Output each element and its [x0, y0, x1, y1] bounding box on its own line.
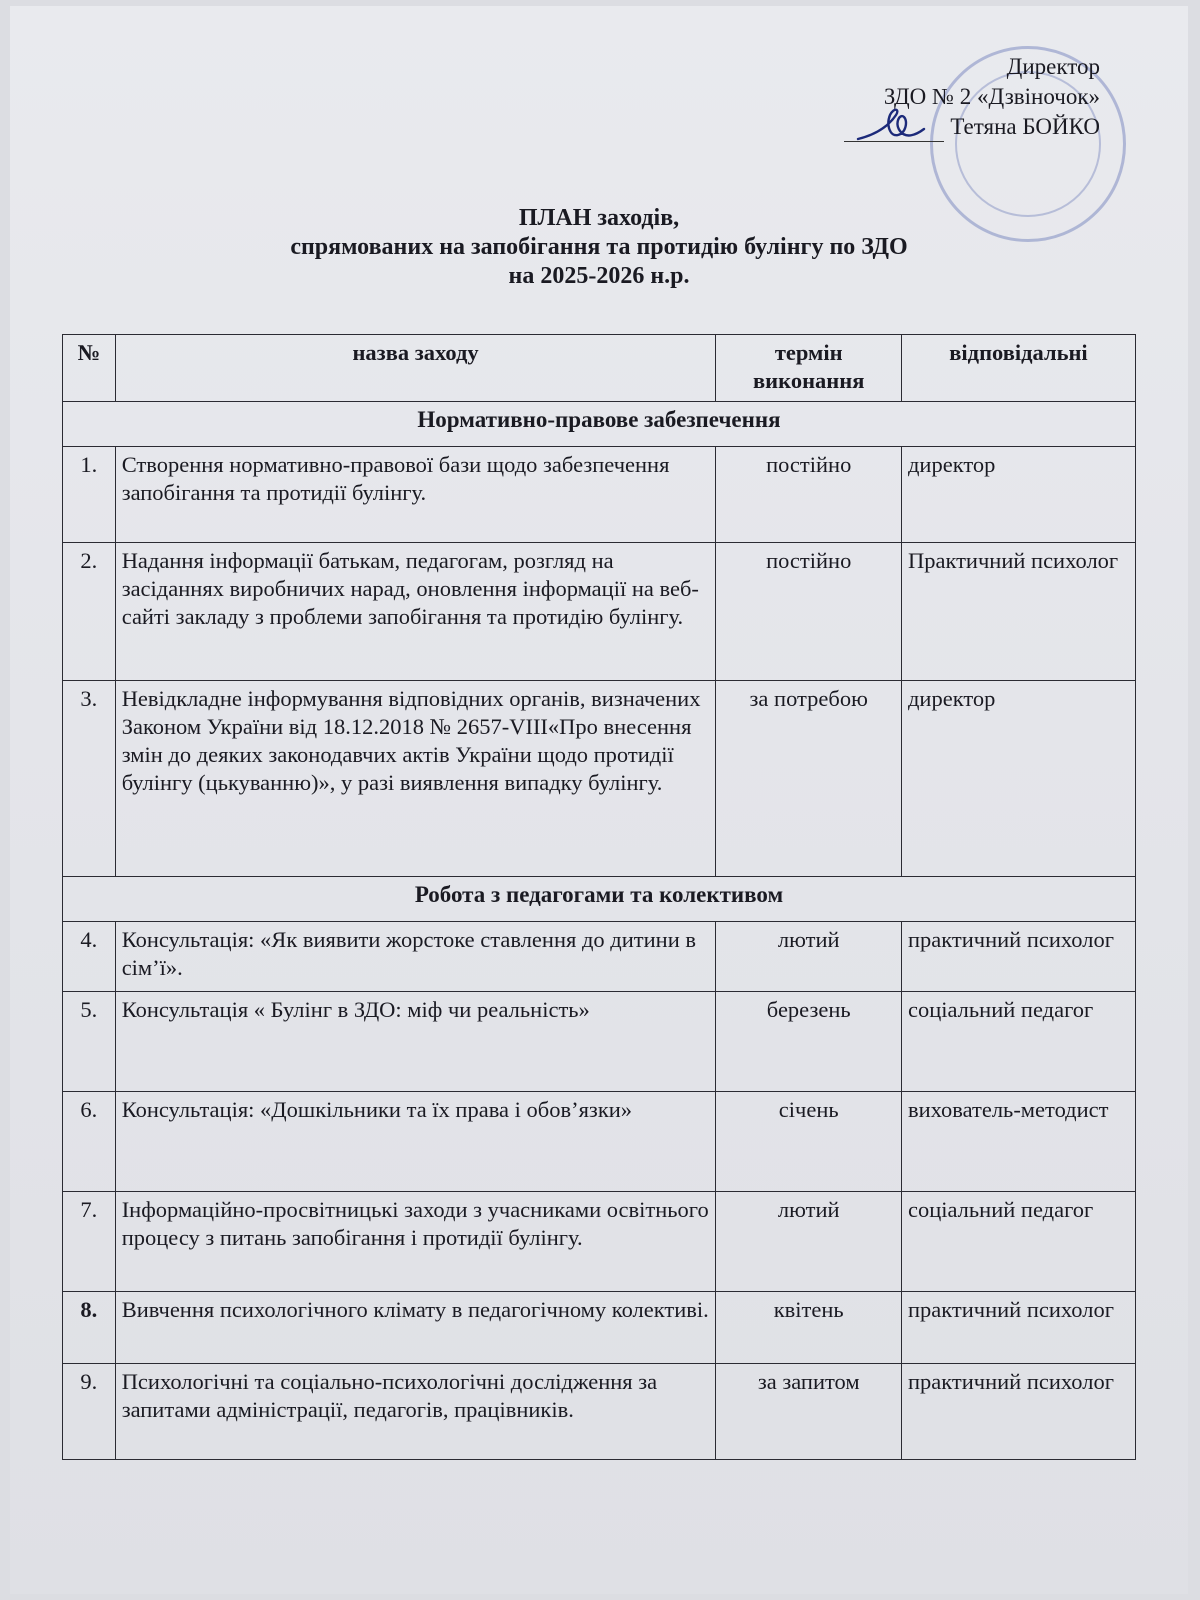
section-title: Нормативно-правове забезпечення: [63, 402, 1136, 447]
row-activity-name: Невідкладне інформування відповідних органів, визначених Законом України від 18.12.2018 № 2657-VIII«Про внесення змін до деяких законодавчих актів України щодо протидії булінгу (цькуванню)», у разі виявлення випадку булінгу.: [115, 681, 716, 877]
section-title: Робота з педагогами та колективом: [63, 877, 1136, 922]
section-row: [63, 402, 1136, 447]
header-responsible: відповідальні: [901, 335, 1135, 402]
row-term: березень: [716, 992, 902, 1092]
row-activity-name: Консультація « Булінг в ЗДО: міф чи реальність»: [115, 992, 716, 1092]
row-activity-name: Консультація: «Дошкільники та їх права і обов’язки»: [115, 1092, 716, 1192]
table-row: [63, 1192, 1136, 1292]
table-header-row: [63, 335, 1136, 402]
approval-block: [844, 52, 1100, 142]
row-responsible: соціальний педагог: [901, 1192, 1135, 1292]
row-number: 7.: [63, 1192, 116, 1292]
row-activity-name: Надання інформації батькам, педагогам, розгляд на засіданнях виробничих нарад, оновлення інформації на веб-сайті закладу з проблеми запобігання та протидію булінгу.: [115, 543, 716, 681]
document-title: [10, 204, 1188, 291]
header-name: назва заходу: [115, 335, 716, 402]
row-responsible: директор: [901, 447, 1135, 543]
table-row: [63, 1292, 1136, 1364]
row-term: постійно: [716, 543, 902, 681]
plan-table: [62, 334, 1136, 1460]
row-activity-name: Вивчення психологічного клімату в педагогічному колективі.: [115, 1292, 716, 1364]
signature-line: [844, 119, 944, 142]
table-row: [63, 1092, 1136, 1192]
row-responsible: вихователь-методист: [901, 1092, 1135, 1192]
row-responsible: практичний психолог: [901, 1364, 1135, 1460]
row-term: постійно: [716, 447, 902, 543]
row-term: січень: [716, 1092, 902, 1192]
row-term: лютий: [716, 922, 902, 992]
table-row: [63, 681, 1136, 877]
row-number: 8.: [63, 1292, 116, 1364]
section-row: [63, 877, 1136, 922]
title-line-1: ПЛАН заходів,: [518, 205, 680, 231]
header-term: термін виконання: [716, 335, 902, 402]
row-number: 6.: [63, 1092, 116, 1192]
row-responsible: практичний психолог: [901, 1292, 1135, 1364]
row-term: лютий: [716, 1192, 902, 1292]
row-responsible: практичний психолог: [901, 922, 1135, 992]
row-number: 1.: [63, 447, 116, 543]
row-activity-name: Консультація: «Як виявити жорстоке ставлення до дитини в сім’ї».: [115, 922, 716, 992]
row-activity-name: Створення нормативно-правової бази щодо забезпечення запобігання та протидії булінгу.: [115, 447, 716, 543]
row-number: 5.: [63, 992, 116, 1092]
document-page: [10, 6, 1188, 1594]
table-row: [63, 1364, 1136, 1460]
title-line-2: спрямованих на запобігання та протидію булінгу по ЗДО: [290, 234, 908, 260]
row-term: за запитом: [716, 1364, 902, 1460]
row-term: за потребою: [716, 681, 902, 877]
row-number: 9.: [63, 1364, 116, 1460]
row-number: 4.: [63, 922, 116, 992]
approval-signatory: Тетяна БОЙКО: [950, 114, 1100, 139]
approval-signature-line: [844, 112, 1100, 142]
table-row: [63, 543, 1136, 681]
row-number: 3.: [63, 681, 116, 877]
row-activity-name: Психологічні та соціально-психологічні дослідження за запитами адміністрації, педагогів, працівників.: [115, 1364, 716, 1460]
row-responsible: соціальний педагог: [901, 992, 1135, 1092]
title-line-3: на 2025-2026 н.р.: [508, 263, 690, 289]
approval-position: Директор: [1006, 54, 1100, 79]
approval-institution: ЗДО № 2 «Дзвіночок»: [883, 84, 1100, 109]
table-row: [63, 922, 1136, 992]
table-row: [63, 992, 1136, 1092]
header-num: №: [63, 335, 116, 402]
row-responsible: Практичний психолог: [901, 543, 1135, 681]
row-term: квітень: [716, 1292, 902, 1364]
table-row: [63, 447, 1136, 543]
handwritten-signature: [854, 105, 934, 149]
row-number: 2.: [63, 543, 116, 681]
plan-table-body: [63, 402, 1136, 1460]
row-responsible: директор: [901, 681, 1135, 877]
row-activity-name: Інформаційно-просвітницькі заходи з учасниками освітнього процесу з питань запобігання і протидії булінгу.: [115, 1192, 716, 1292]
